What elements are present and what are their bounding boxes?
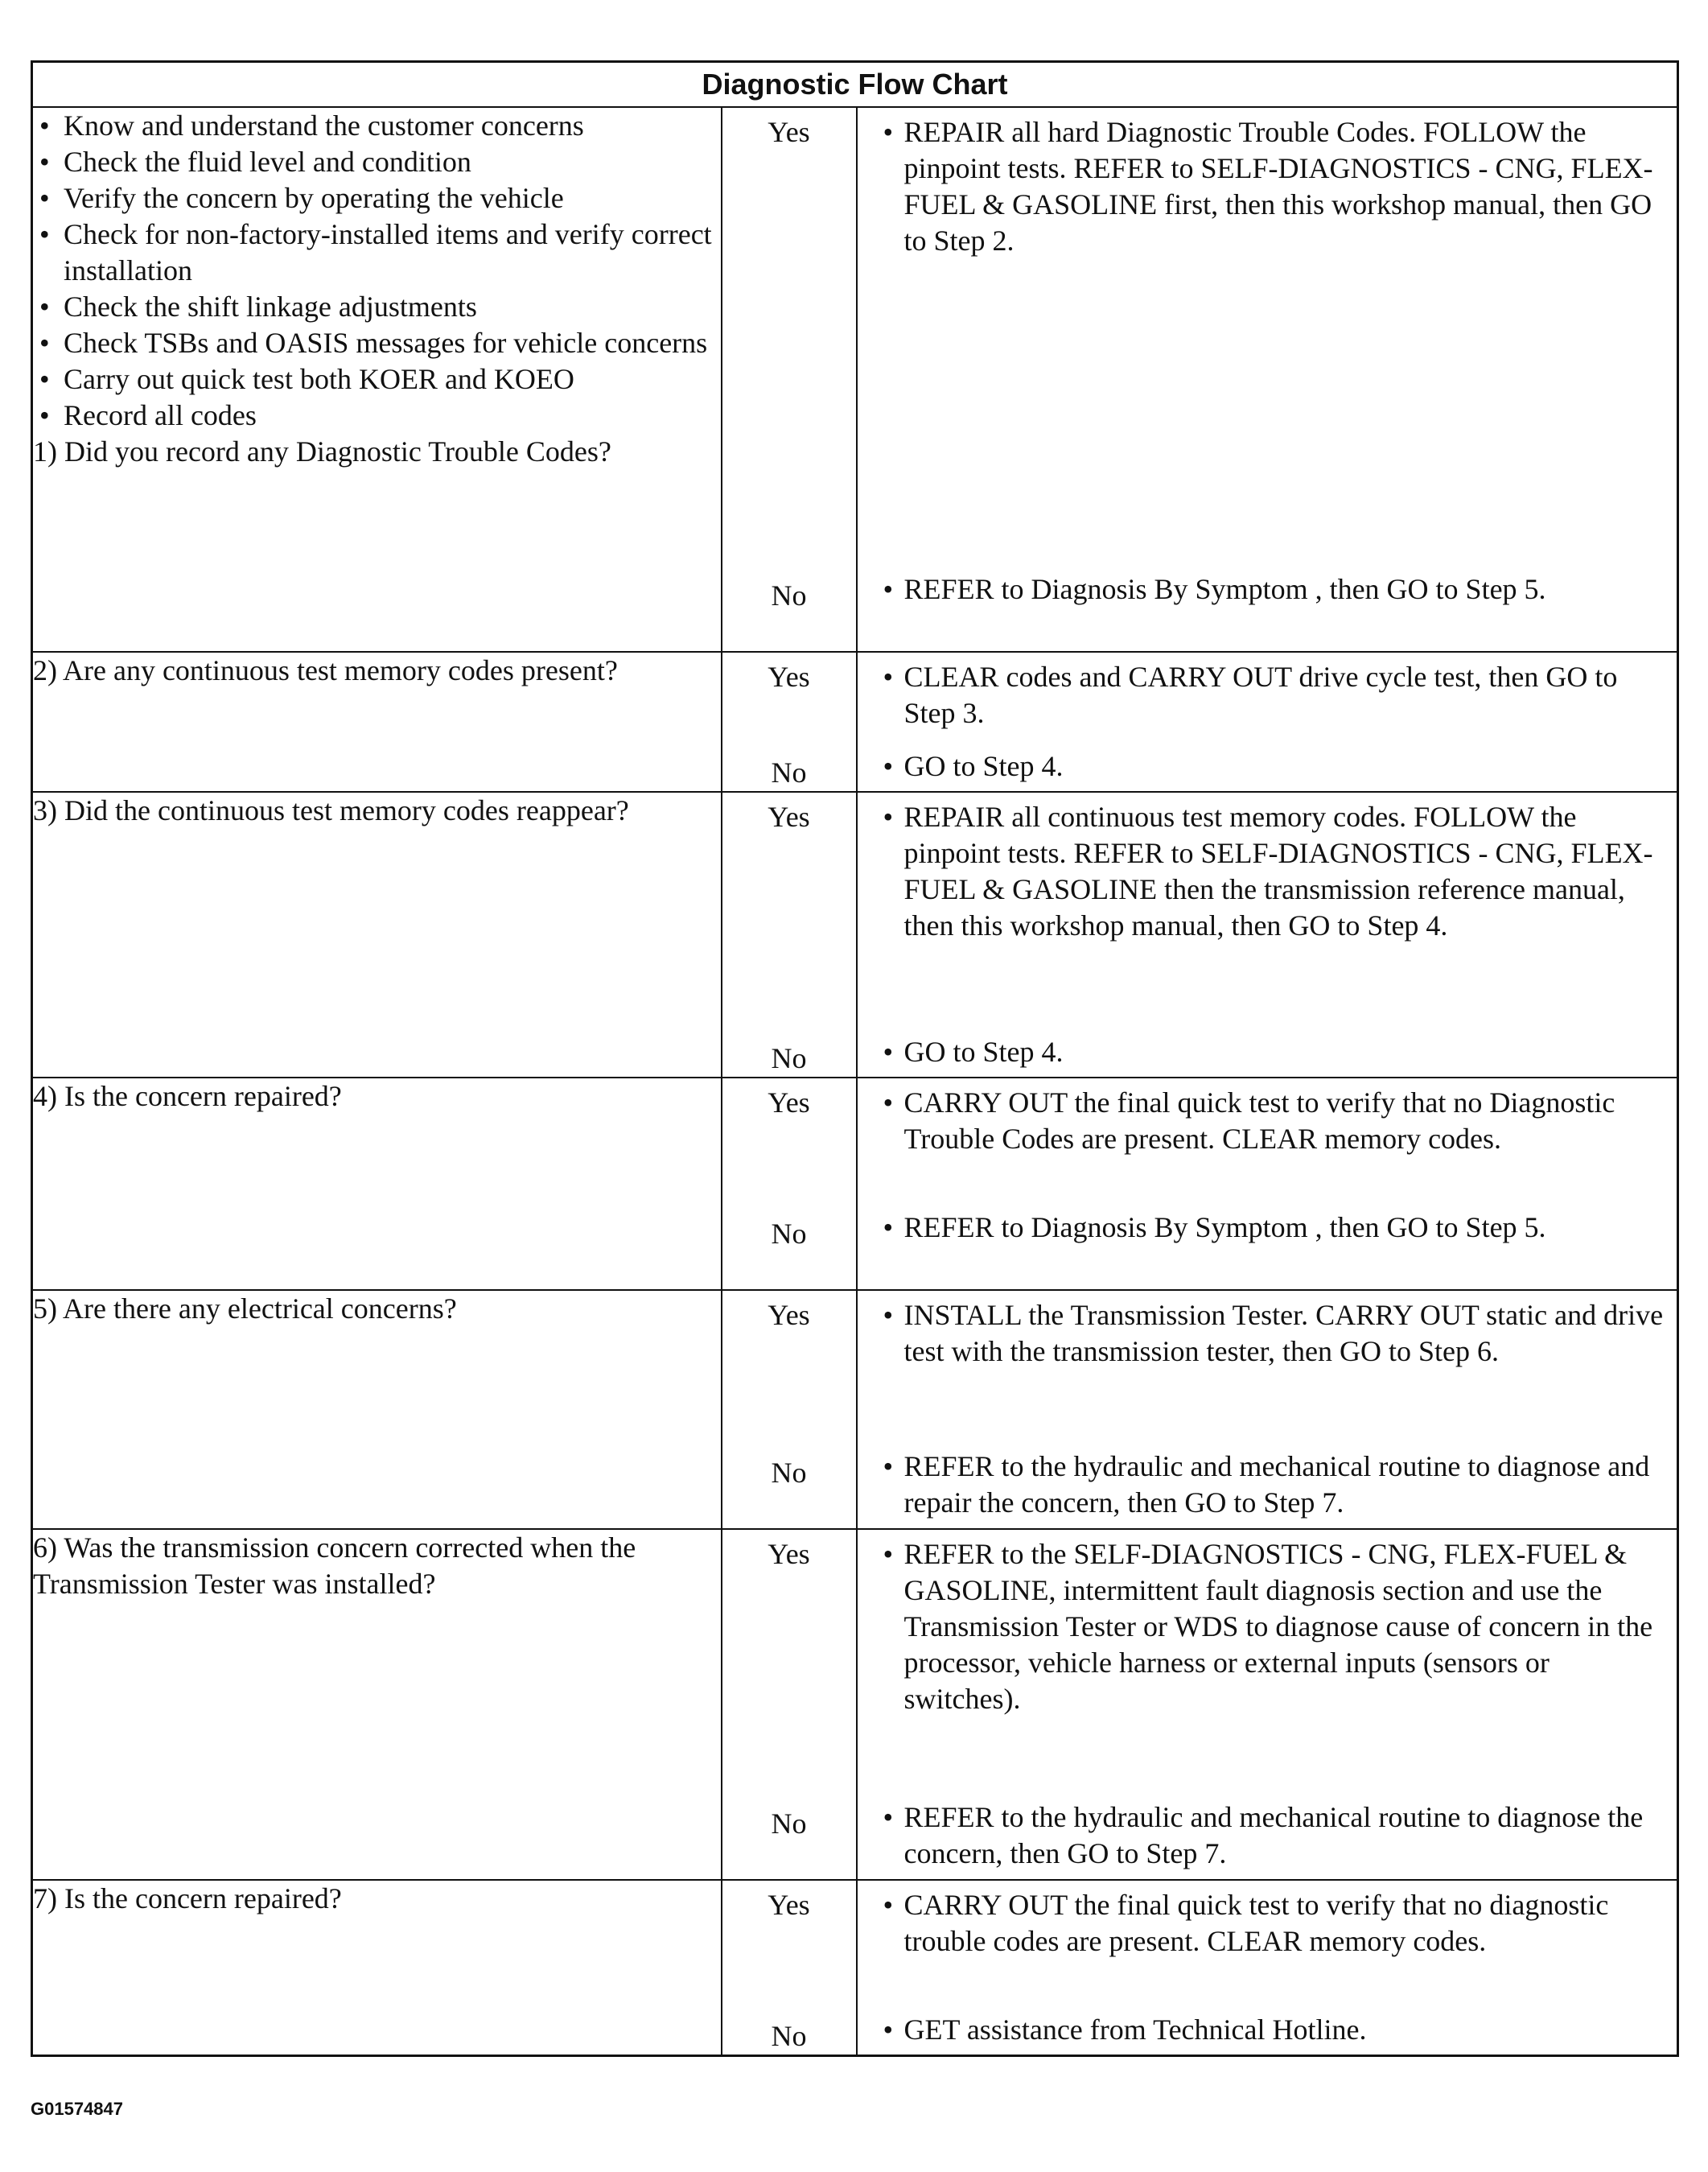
- step-1-answer-labels: [722, 107, 857, 652]
- checklist-item: • Check for non-factory-installed items and verify correct installation: [33, 216, 721, 289]
- step-row-5: [32, 1290, 1678, 1529]
- step-4-yes-action: • CARRY OUT the final quick test to verify that no Diagnostic Trouble Codes are present. CLEAR memory codes.: [858, 1078, 1677, 1203]
- step-4-yes-label: Yes: [768, 1086, 810, 1119]
- step-7-answer-labels: [722, 1880, 857, 2056]
- step-1-yes-label: Yes: [768, 116, 810, 148]
- step-7-no-action: • GET assistance from Technical Hotline.: [858, 2005, 1677, 2042]
- step-2-answer-labels: [722, 652, 857, 792]
- step-1-question-cell: [32, 107, 722, 652]
- step-3-actions: [857, 792, 1678, 1078]
- step-7-question: 7) Is the concern repaired?: [33, 1882, 342, 1914]
- step-5-no-action: • REFER to the hydraulic and mechanical routine to diagnose and repair the concern, then GO to Step 7.: [858, 1442, 1677, 1515]
- checklist-item: • Check TSBs and OASIS messages for vehicle concerns: [33, 325, 721, 361]
- step-3-no-label: No: [771, 1042, 807, 1074]
- step-6-actions: [857, 1529, 1678, 1880]
- chart-title: Diagnostic Flow Chart: [32, 62, 1678, 108]
- step-4-no-action: • REFER to Diagnosis By Symptom , then GO to Step 5.: [858, 1203, 1677, 1276]
- chart-header-row: [32, 62, 1678, 108]
- step-6-no-label: No: [771, 1807, 807, 1840]
- step-5-question: 5) Are there any electrical concerns?: [33, 1292, 457, 1325]
- steps-body: [32, 107, 1678, 2056]
- step-1-checklist: [33, 108, 721, 434]
- step-3-question-cell: [32, 792, 722, 1078]
- step-3-question: 3) Did the continuous test memory codes reappear?: [33, 794, 629, 826]
- checklist-item: • Carry out quick test both KOER and KOEO: [33, 361, 721, 398]
- step-7-yes-label: Yes: [768, 1889, 810, 1921]
- step-2-no-label: No: [771, 756, 807, 789]
- checklist-item: • Record all codes: [33, 398, 721, 434]
- step-7-actions: [857, 1880, 1678, 2056]
- step-1-question: 1) Did you record any Diagnostic Trouble Codes?: [33, 435, 611, 468]
- step-4-actions: [857, 1078, 1678, 1290]
- step-5-yes-label: Yes: [768, 1299, 810, 1331]
- step-2-actions: [857, 652, 1678, 792]
- step-3-yes-action: • REPAIR all continuous test memory codes. FOLLOW the pinpoint tests. REFER to SELF-DIAGNOSTICS - CNG, FLEX-FUEL & GASOLINE then the transmission reference manual, then this workshop manual, then GO to Step 4.: [858, 793, 1677, 1028]
- checklist-item: • Check the shift linkage adjustments: [33, 289, 721, 325]
- step-2-question: 2) Are any continuous test memory codes present?: [33, 654, 618, 686]
- step-row-2: [32, 652, 1678, 792]
- step-row-1: [32, 107, 1678, 652]
- step-5-answer-labels: [722, 1290, 857, 1529]
- step-row-4: [32, 1078, 1678, 1290]
- step-3-answer-labels: [722, 792, 857, 1078]
- step-5-no-label: No: [771, 1457, 807, 1489]
- step-1-no-action: • REFER to Diagnosis By Symptom , then GO to Step 5.: [858, 565, 1677, 638]
- step-6-yes-label: Yes: [768, 1538, 810, 1570]
- step-4-answer-labels: [722, 1078, 857, 1290]
- step-4-question: 4) Is the concern repaired?: [33, 1080, 342, 1112]
- step-4-no-label: No: [771, 1218, 807, 1250]
- step-6-yes-action: • REFER to the SELF-DIAGNOSTICS - CNG, FLEX-FUEL & GASOLINE, intermittent fault diagnosis section and use the Transmission Tester or WDS to diagnose cause of concern in the processor, vehicle harness or external inputs (sensors or switches).: [858, 1530, 1677, 1793]
- step-2-no-action: • GO to Step 4.: [858, 742, 1677, 778]
- step-3-yes-label: Yes: [768, 801, 810, 833]
- step-5-question-cell: [32, 1290, 722, 1529]
- step-2-question-cell: [32, 652, 722, 792]
- step-7-question-cell: [32, 1880, 722, 2056]
- step-2-yes-action: • CLEAR codes and CARRY OUT drive cycle test, then GO to Step 3.: [858, 653, 1677, 742]
- step-7-yes-action: • CARRY OUT the final quick test to verify that no diagnostic trouble codes are present. CLEAR memory codes.: [858, 1881, 1677, 2005]
- step-1-yes-action: • REPAIR all hard Diagnostic Trouble Codes. FOLLOW the pinpoint tests. REFER to SELF-DIAGNOSTICS - CNG, FLEX-FUEL & GASOLINE first, then this workshop manual, then GO to Step 2.: [858, 108, 1677, 565]
- step-row-3: [32, 792, 1678, 1078]
- step-row-7: [32, 1880, 1678, 2056]
- step-2-yes-label: Yes: [768, 661, 810, 693]
- step-6-no-action: • REFER to the hydraulic and mechanical routine to diagnose the concern, then GO to Step 7.: [858, 1793, 1677, 1866]
- step-4-question-cell: [32, 1078, 722, 1290]
- step-6-question: 6) Was the transmission concern corrected when the Transmission Tester was installed?: [33, 1531, 636, 1600]
- checklist-item: • Check the fluid level and condition: [33, 144, 721, 180]
- step-5-yes-action: • INSTALL the Transmission Tester. CARRY OUT static and drive test with the transmission tester, then GO to Step 6.: [858, 1291, 1677, 1442]
- checklist-item: • Verify the concern by operating the vehicle: [33, 180, 721, 216]
- diagnostic-flow-chart: [31, 60, 1679, 2057]
- step-3-no-action: • GO to Step 4.: [858, 1028, 1677, 1064]
- step-1-no-label: No: [771, 579, 807, 612]
- step-6-question-cell: [32, 1529, 722, 1880]
- checklist-item: • Know and understand the customer concerns: [33, 108, 721, 144]
- step-row-6: [32, 1529, 1678, 1880]
- figure-id: G01574847: [31, 2099, 123, 2119]
- step-5-actions: [857, 1290, 1678, 1529]
- step-7-no-label: No: [771, 2020, 807, 2052]
- step-1-actions: [857, 107, 1678, 652]
- step-6-answer-labels: [722, 1529, 857, 1880]
